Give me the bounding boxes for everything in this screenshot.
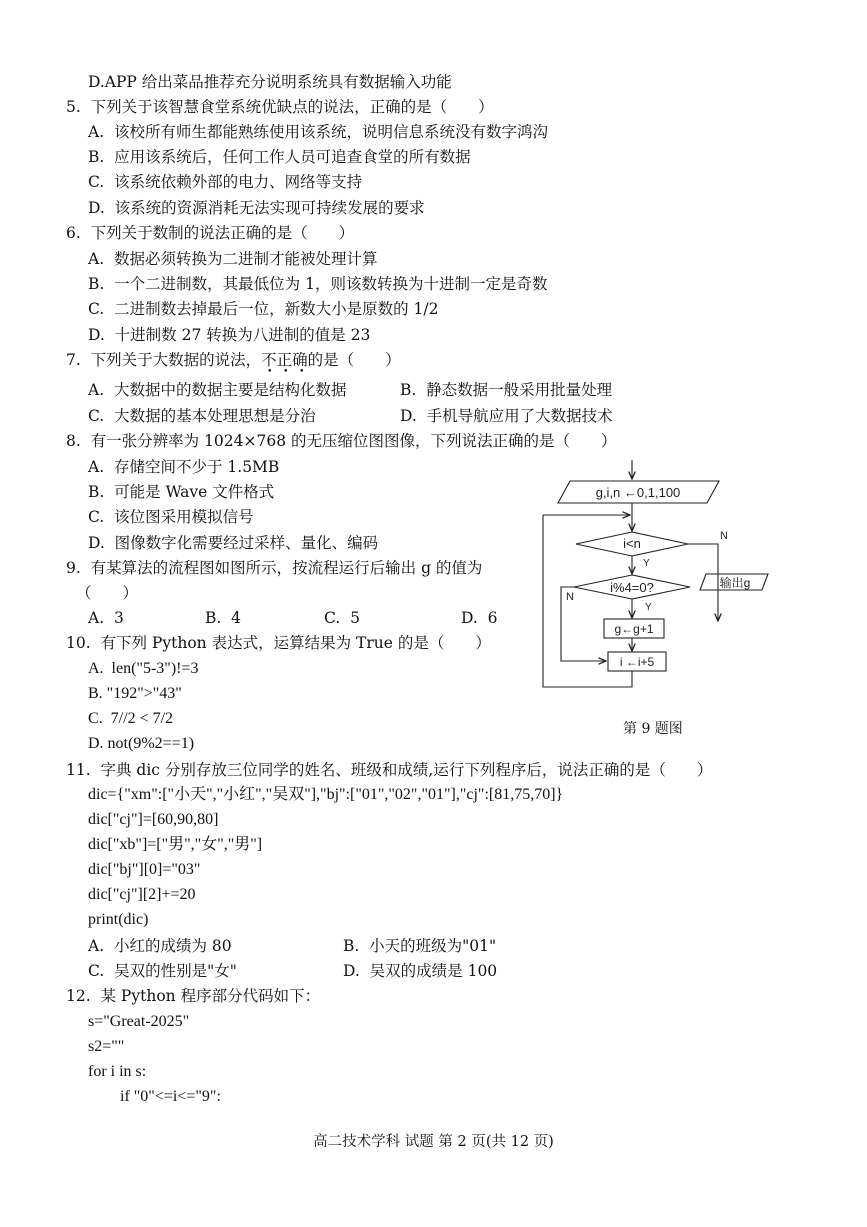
flow-input-text: g,i,n ←0,1,100 (595, 485, 681, 500)
flow-yes-label: Y (643, 558, 650, 569)
flowchart-figure (530, 455, 780, 695)
q12-code-line: s2="" (88, 1038, 125, 1055)
flow-output-text: 输出g (719, 576, 751, 590)
emphasis-dot-icon: • (267, 367, 273, 377)
flow-cond2-text: i%4=0? (610, 580, 654, 595)
q6-option-b: B. 一个二进制数，其最低位为 1，则该数转换为十进制一定是奇数 (88, 275, 548, 293)
q11-code-line: print(dic) (88, 911, 149, 928)
q8-option-c: C. 该位图采用模拟信号 (88, 508, 254, 526)
q11-option-b: B. 小天的班级为"01" (343, 937, 497, 955)
q7-suffix: 的是（ ） (307, 351, 401, 369)
q12-code-line: s="Great-2025" (88, 1013, 190, 1030)
flow-assign-g-text: g←g+1 (614, 622, 654, 636)
q8-option-a: A. 存储空间不少于 1.5MB (88, 458, 280, 476)
flow-yes-label: Y (645, 602, 652, 613)
question-9: 9. 有某算法的流程图如图所示，按流程运行后输出 g 的值为 (66, 559, 483, 577)
q12-code-line: for i in s: (88, 1063, 147, 1080)
question-7 (66, 350, 401, 377)
question-12: 12. 某 Python 程序部分代码如下： (66, 987, 321, 1005)
q6-option-d: D. 十进制数 27 转换为八进制的值是 23 (88, 326, 371, 344)
q5-option-b: B. 应用该系统后，任何工作人员可追查食堂的所有数据 (88, 148, 471, 166)
q12-code-line: if "0"<=i<="9": (120, 1088, 221, 1105)
q7-emphasis (261, 351, 308, 377)
q11-code-line: dic["xb"]=["男","女","男"] (88, 836, 263, 853)
q11-option-a: A. 小红的成绩为 80 (88, 937, 232, 955)
q9-option-b: B. 4 (205, 609, 242, 627)
emphasis-dot-icon: • (283, 367, 289, 377)
q9-option-a: A. 3 (88, 609, 124, 627)
q11-code-line: dic["bj"][0]="03" (88, 861, 201, 878)
q10-option-a: A. len("5-3")!=3 (88, 660, 199, 677)
flow-no-label: N (720, 530, 728, 542)
question-10: 10. 有下列 Python 表达式，运算结果为 True 的是（ ） (66, 634, 491, 652)
q5-option-c: C. 该系统依赖外部的电力、网络等支持 (88, 173, 363, 191)
question-11: 11. 字典 dic 分别存放三位同学的姓名、班级和成绩,运行下列程序后，说法正确的是（ ） (66, 761, 713, 779)
q6-option-a: A. 数据必须转换为二进制才能被处理计算 (88, 250, 378, 268)
q5-option-d: D. 该系统的资源消耗无法实现可持续发展的要求 (88, 199, 425, 217)
q11-code-line: dic["cj"]=[60,90,80] (88, 811, 219, 828)
question-5: 5. 下列关于该智慧食堂系统优缺点的说法，正确的是（ ） (66, 98, 494, 116)
q11-code-line: dic={"xm":["小天","小红","吴双"],"bj":["01","02","01"],"cj":[81,75,70]} (88, 786, 564, 803)
q7-option-b: B. 静态数据一般采用批量处理 (400, 381, 613, 399)
q11-option-d: D. 吴双的成绩是 100 (343, 962, 498, 980)
flow-assign-i-text: i ←i+5 (619, 655, 655, 669)
q8-option-d: D. 图像数字化需要经过采样、量化、编码 (88, 534, 379, 552)
q9-option-d: D. 6 (461, 609, 498, 627)
q10-option-b: B. "192">"43" (88, 685, 182, 702)
q6-option-c: C. 二进制数去掉最后一位，新数大小是原数的 1/2 (88, 300, 439, 318)
q9-option-c: C. 5 (324, 609, 360, 627)
page-footer: 高二技术学科 试题 第 2 页(共 12 页) (313, 1134, 554, 1150)
q7-emphasis-text: 不正确 (261, 351, 308, 369)
figure-caption: 第 9 题图 (623, 721, 683, 737)
q11-code-line: dic["cj"][2]+=20 (88, 886, 196, 903)
q10-option-d: D. not(9%2==1) (88, 735, 195, 752)
question-8: 8. 有一张分辨率为 1024×768 的无压缩位图图像，下列说法正确的是（ ） (66, 432, 617, 450)
q10-option-c: C. 7//2 < 7/2 (88, 710, 174, 727)
q7-option-a: A. 大数据中的数据主要是结构化数据 (88, 381, 347, 399)
q9-answer-paren: （ ） (76, 584, 139, 602)
q7-option-c: C. 大数据的基本处理思想是分治 (88, 407, 316, 425)
q11-option-c: C. 吴双的性别是"女" (88, 962, 237, 980)
q5-option-a: A. 该校所有师生都能熟练使用该系统，说明信息系统没有数字鸿沟 (88, 123, 548, 141)
q4-option-d: D.APP 给出菜品推荐充分说明系统具有数据输入功能 (88, 73, 452, 91)
emphasis-dot-icon: • (299, 367, 305, 377)
q8-option-b: B. 可能是 Wave 文件格式 (88, 483, 275, 501)
question-6: 6. 下列关于数制的说法正确的是（ ） (66, 224, 355, 242)
q7-prefix: 7. 下列关于大数据的说法， (66, 351, 262, 369)
flow-cond1-text: i<n (623, 536, 641, 551)
flow-no-label: N (566, 591, 574, 603)
q7-option-d: D. 手机导航应用了大数据技术 (400, 407, 613, 425)
